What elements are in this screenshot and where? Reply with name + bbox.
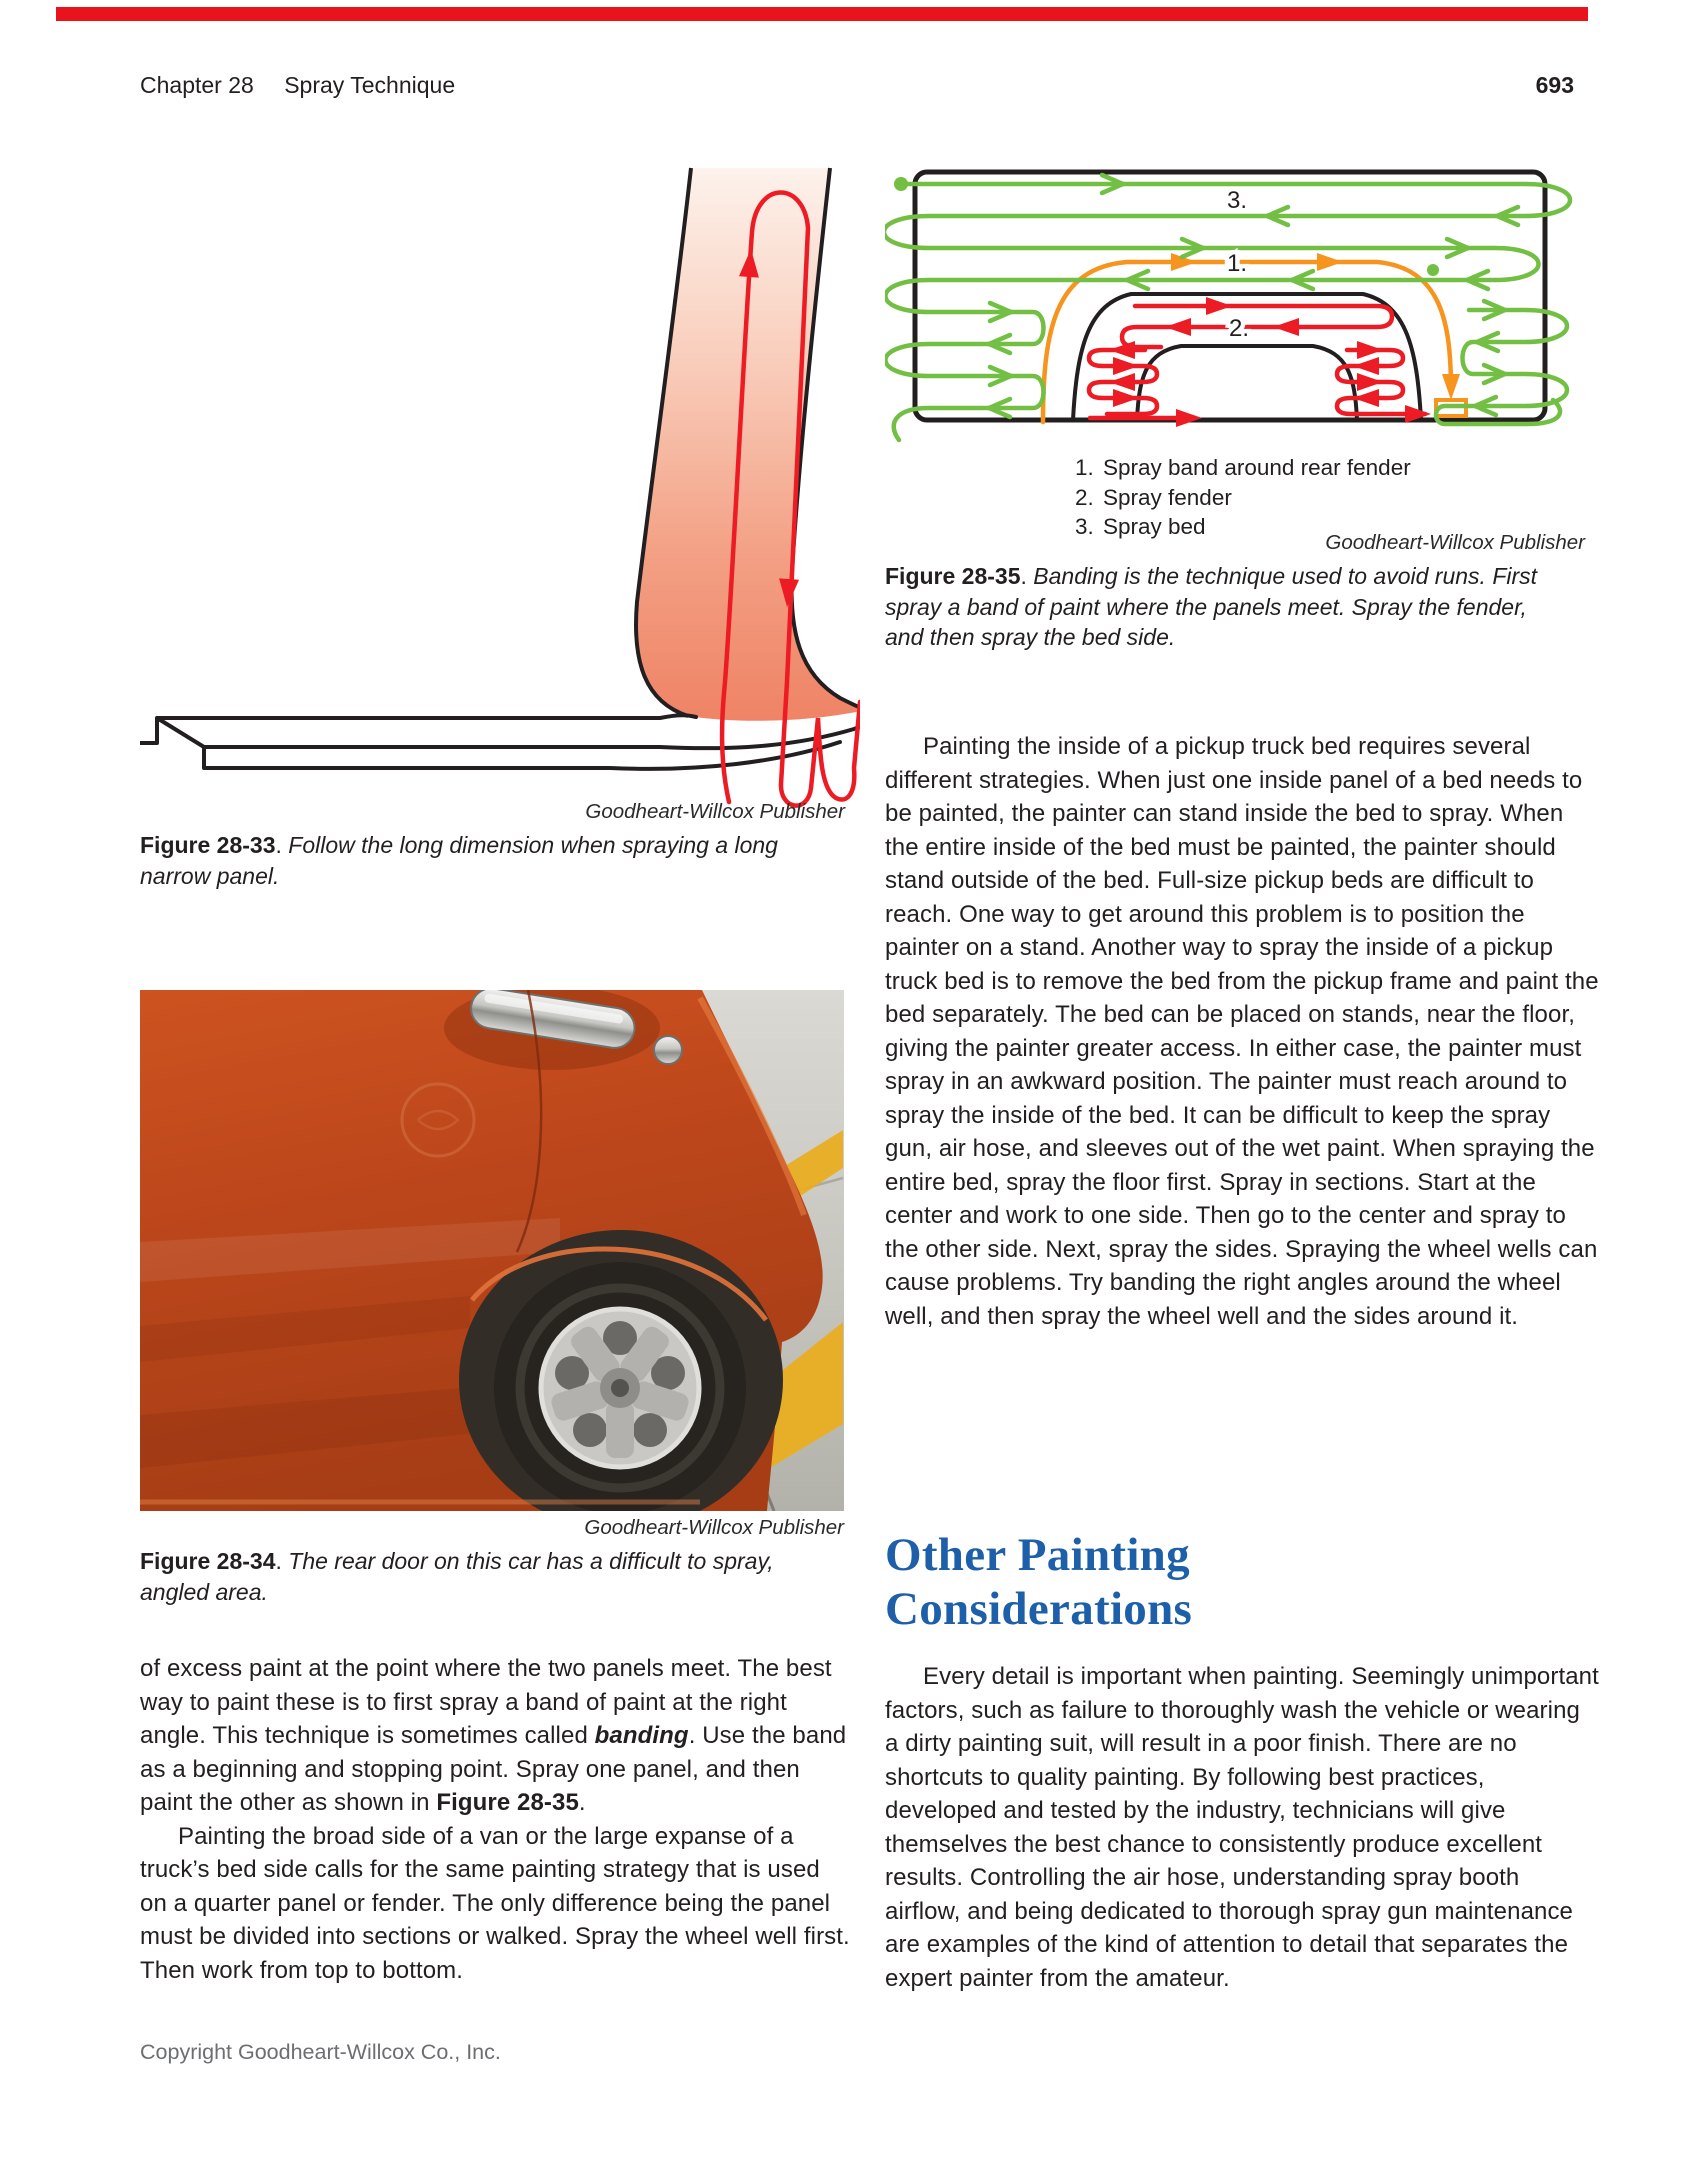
- right-column-text-2: [885, 1660, 1599, 1995]
- fig33-credit: Goodheart-Willcox Publisher: [585, 800, 845, 823]
- panel-band: [636, 168, 860, 721]
- fig35-sep: .: [1020, 563, 1034, 589]
- left-paragraph-1: of excess paint at the point where the two panels meet. The best way to paint these is to first spray a band of paint at the right angle. This technique is sometimes called banding. Use the band as a beginning and stopping point. Spray one panel, and then paint the other as shown in Figure 28-35.: [140, 1655, 847, 1816]
- left-column-text: [140, 1652, 852, 1987]
- fig34-label: Figure 28-34: [140, 1548, 276, 1574]
- chapter-number: Chapter 28: [140, 72, 254, 98]
- section-heading: Other Painting Considerations: [885, 1529, 1193, 1635]
- step-number: 1.: [1075, 455, 1094, 480]
- figure-28-33-diagram: [140, 162, 860, 820]
- page-number: 693: [1535, 72, 1574, 98]
- chapter-title: Spray Technique: [284, 72, 456, 98]
- fig35-label: Figure 28-35: [885, 563, 1021, 589]
- list-item: [1075, 453, 1595, 483]
- fender-inner-arch: [1137, 346, 1357, 420]
- step-text: Spray fender: [1103, 484, 1232, 510]
- fig34-caption-text: The rear door on this car has a difficult to spray, angled area.: [140, 1548, 774, 1605]
- fig33-label: Figure 28-33: [140, 832, 276, 858]
- diagram-label-1: 1.: [1226, 250, 1248, 277]
- long-panel-outline: [140, 715, 860, 769]
- step-text: Spray band around rear fender: [1103, 455, 1411, 480]
- fig35-caption: [885, 561, 1565, 653]
- page-top-red-rule: [56, 7, 1588, 21]
- running-head: [140, 72, 455, 99]
- diagram-label-2: 2.: [1228, 315, 1250, 342]
- fig34-sep: .: [275, 1548, 289, 1574]
- fig33-sep: .: [275, 832, 289, 858]
- figure-28-35-diagram: [885, 160, 1605, 455]
- right-paragraph-2: Every detail is important when painting. Seemingly unimportant factors, such as failure to thoroughly wash the vehicle or wearing a dirty painting suit, will result in a poor finish. There are no shortcuts to quality painting. By following best practices, developed and tested by the industry, technicians will give themselves the best chance to consistently produce excellent results. Controlling the air hose, understanding spray booth airflow, and being dedicated to thorough spray gun maintenance are examples of the kind of attention to detail that separates the expert painter from the amateur.: [885, 1663, 1599, 1992]
- fig34-credit: Goodheart-Willcox Publisher: [584, 1516, 844, 1539]
- step-number: 3.: [1075, 514, 1094, 539]
- fig35-credit: Goodheart-Willcox Publisher: [1325, 531, 1585, 554]
- right-column-text-1: [885, 730, 1599, 1333]
- fig35-steps-list: [1075, 453, 1595, 542]
- fig33-caption-text: Follow the long dimension when spraying a long narrow panel.: [140, 832, 778, 889]
- fig34-photo: [140, 990, 844, 1511]
- diagram-label-3: 3.: [1226, 187, 1248, 214]
- fig33-caption: [140, 830, 780, 891]
- right-paragraph-1: Painting the inside of a pickup truck bed requires several different strategies. When just one inside panel of a bed needs to be painted, the painter can stand inside the bed to spray. When the entire inside of the bed must be painted, the painter should stand outside of the bed. Full-size pickup beds are difficult to reach. One way to get around this problem is to position the painter on a stand. Another way to spray the inside of a pickup truck bed is to remove the bed from the pickup frame and paint the bed separately. The bed can be placed on stands, near the floor, giving the painter greater access. In either case, the painter must spray in an awkward position. The painter must reach around to spray the inside of the bed. It can be difficult to keep the spray gun, air hose, and sleeves out of the wet paint. When spraying the entire bed, spray the floor first. Spray in sections. Start at the center and work to one side. Then go to the center and spray to the other side. Next, spray the sides. Spraying the wheel wells can cause problems. Try banding the right angles around the wheel well, and then spray the wheel well and the sides around it.: [885, 733, 1599, 1330]
- step-text: Spray bed: [1103, 514, 1206, 539]
- left-paragraph-2: Painting the broad side of a van or the large expanse of a truck’s bed side calls for the same painting strategy that is used on a quarter panel or fender. The only difference being the panel must be divided into sections or walked. Spray the wheel well first. Then work from top to bottom.: [140, 1822, 850, 1984]
- fig34-caption: [140, 1546, 790, 1607]
- list-item: [1075, 483, 1595, 513]
- alloy-wheel: [541, 1309, 699, 1467]
- step-number: 2.: [1075, 484, 1094, 510]
- fig35-caption-text: Banding is the technique used to avoid runs. First spray a band of paint where the panels meet. Spray the fender, and then spray the bed side.: [885, 563, 1538, 650]
- copyright-notice: Copyright Goodheart-Willcox Co., Inc.: [140, 2040, 501, 2064]
